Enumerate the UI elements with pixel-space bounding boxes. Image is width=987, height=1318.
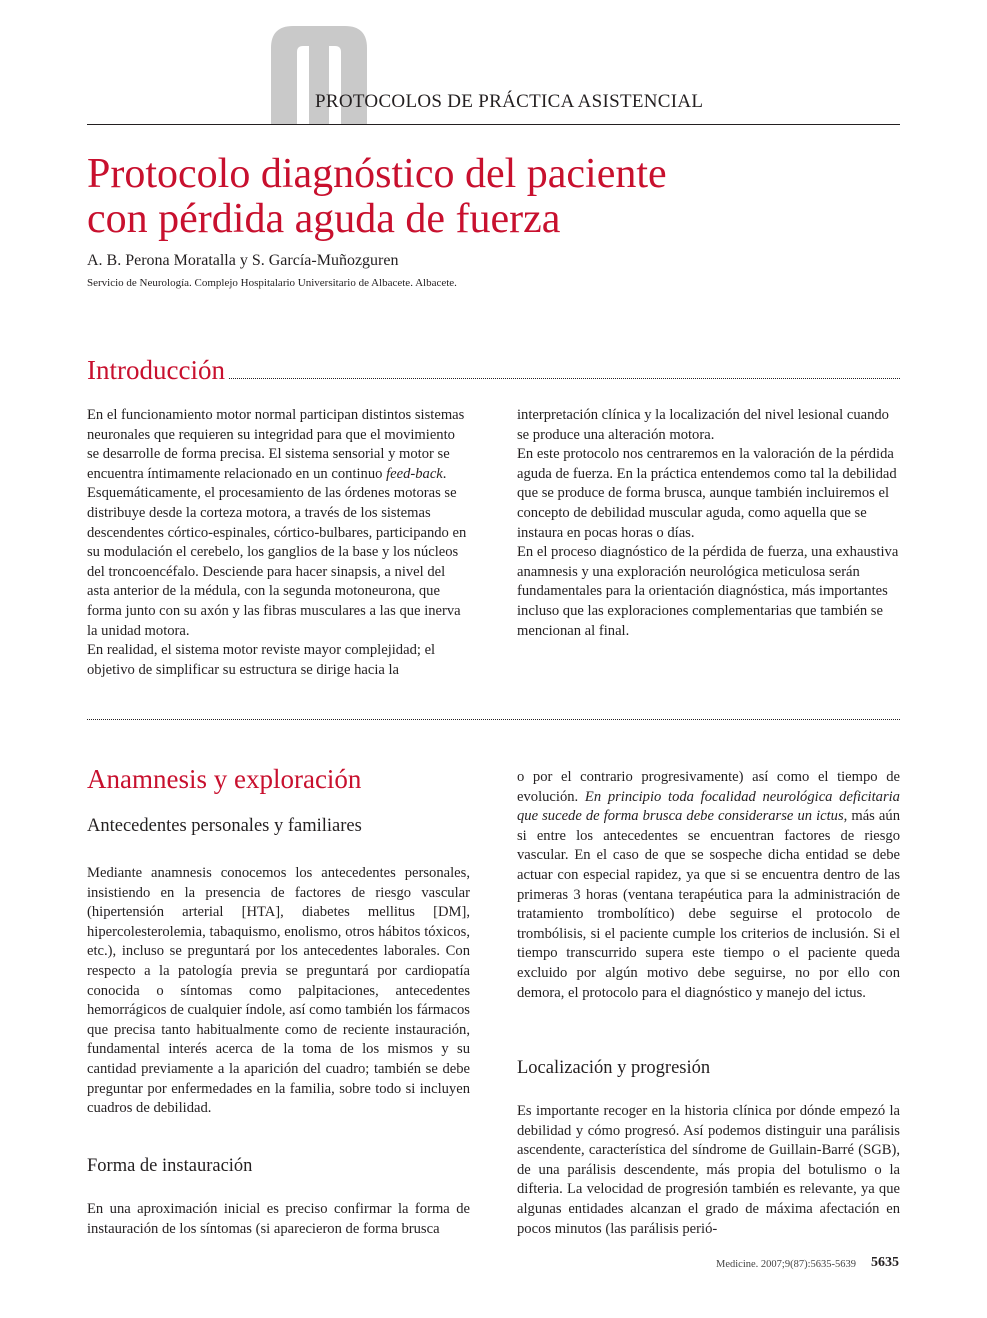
subheading-instauracion: Forma de instauración bbox=[87, 1156, 253, 1176]
authors: A. B. Perona Moratalla y S. García-Muñozguren bbox=[87, 252, 399, 269]
intro-paragraph: En realidad, el sistema motor reviste mayor complejidad; el objetivo de simplificar su estructura se dirige hacia la bbox=[87, 642, 436, 678]
page-number: 5635 bbox=[871, 1255, 899, 1270]
intro-left-column bbox=[87, 406, 469, 680]
instauracion-column bbox=[87, 1200, 470, 1239]
header-rule bbox=[87, 124, 900, 125]
title-line-2: con pérdida aguda de fuerza bbox=[87, 196, 561, 242]
intro-paragraph: En el funcionamiento motor normal participan distintos sistemas neuronales que requieren su integridad para que el movimiento se desarrolle de forma precisa. El sistema sensorial y motor se encuentra íntimamente relacionado en un continuo feed-back. Esquemáticamente, el procesamiento de las órdenes motoras se distribuye desde la corteza motora, a través de los sistemas descendentes córtico-espinales, córtico-bulbares, participando en su modulación el cerebelo, los ganglios de la base y los núcleos del troncoencéfalo. Desciende para hacer sinapsis, a nivel del asta anterior de la médula, con la segunda motoneurona, que forma junto con su axón y las fibras musculares a las que inerva la unidad motora. bbox=[87, 407, 467, 639]
dotted-leader bbox=[229, 377, 900, 379]
anamnesis-heading: Anamnesis y exploración bbox=[87, 764, 362, 794]
intro-right-column bbox=[517, 406, 900, 641]
dotted-separator bbox=[87, 719, 900, 720]
body-paragraph: Mediante anamnesis conocemos los antecedentes personales, insistiendo en la presencia de factores de riesgo vascular (hipertensión arterial [HTA], diabetes mellitus [DM], hipercolesterolemia, tabaquismo, enolismo, otros hábitos tóxicos, etc.), incluso se preguntará por los antecedentes laborales. Con respecto a la patología previa se preguntará por cardiopatía conocida o síntomas como palpitaciones, antecedentes hemorrágicos de cualquier índole, así como también los fármacos que precisa tanto habitualmente como de reciente instauración, fundamental interés acerca de la toma de los mismos y su cantidad previamente a la aparición del cuadro; también se debe preguntar por enfermedades en la familia, sobre todo si incluyen cuadros de debilidad. bbox=[87, 865, 470, 1117]
title-line-1: Protocolo diagnóstico del paciente bbox=[87, 151, 667, 197]
affiliation: Servicio de Neurología. Complejo Hospitalario Universitario de Albacete. Albacete. bbox=[87, 277, 457, 289]
antecedentes-column bbox=[87, 864, 470, 1119]
section-label: PROTOCOLOS DE PRÁCTICA ASISTENCIAL bbox=[315, 91, 704, 112]
article-title bbox=[87, 152, 847, 242]
footer-citation: Medicine. 2007;9(87):5635-5639 bbox=[716, 1259, 856, 1270]
localizacion-column bbox=[517, 1102, 900, 1239]
intro-heading bbox=[87, 355, 900, 386]
intro-paragraph: En el proceso diagnóstico de la pérdida de fuerza, una exhaustiva anamnesis y una exploración neurológica meticulosa serán fundamentales para la orientación diagnóstica, más importantes incluso que las exploraciones complementarias que también se mencionan al final. bbox=[517, 544, 899, 639]
body-paragraph: o por el contrario progresivamente) así como el tiempo de evolución. En principio toda focalidad neurológica deficitaria que sucede de forma brusca debe considerarse un ictus, más aún si entre los antecedentes se encuentran factores de riesgo vascular. En el caso de que se sospeche dicha entidad se debe actuar con especial rapidez, ya que si se encuentra dentro de las primeras 3 horas (ventana terapéutica para la administración de tratamiento trombolítico) debe seguirse el protocolo de trombólisis, si el paciente cumple los criterios de inclusión. Si el tiempo transcurrido supera este tiempo o el paciente queda excluido por algún motivo debe seguirse, no por ello con demora, el protocolo para el diagnóstico y manejo del ictus. bbox=[517, 769, 900, 1001]
intro-paragraph: interpretación clínica y la localización del nivel lesional cuando se produce una alteración motora. bbox=[517, 407, 889, 443]
subheading-localizacion: Localización y progresión bbox=[517, 1058, 711, 1078]
anamnesis-right-column bbox=[517, 768, 900, 1003]
body-paragraph: Es importante recoger en la historia clínica por dónde empezó la debilidad y cómo progresó. Así podemos distinguir una parálisis ascendente, característica del síndrome de Guillain-Barré (SGB), de una parálisis descendente, más propia del botulismo o la difteria. La velocidad de progresión también es relevante, ya que algunas entidades alcanzan el grado de máxima afectación en pocos minutos (las parálisis perió- bbox=[517, 1103, 900, 1237]
body-paragraph: En una aproximación inicial es preciso confirmar la forma de instauración de los síntomas (si aparecieron de forma brusca bbox=[87, 1201, 470, 1237]
intro-paragraph: En este protocolo nos centraremos en la valoración de la pérdida aguda de fuerza. En la práctica entendemos como tal la debilidad que se produce de forma brusca, aunque también incluiremos el concepto de debilidad muscular aguda, como aquella que se instaura en pocas horas o días. bbox=[517, 446, 897, 541]
intro-heading-text: Introducción bbox=[87, 355, 225, 385]
subheading-antecedentes: Antecedentes personales y familiares bbox=[87, 816, 362, 836]
